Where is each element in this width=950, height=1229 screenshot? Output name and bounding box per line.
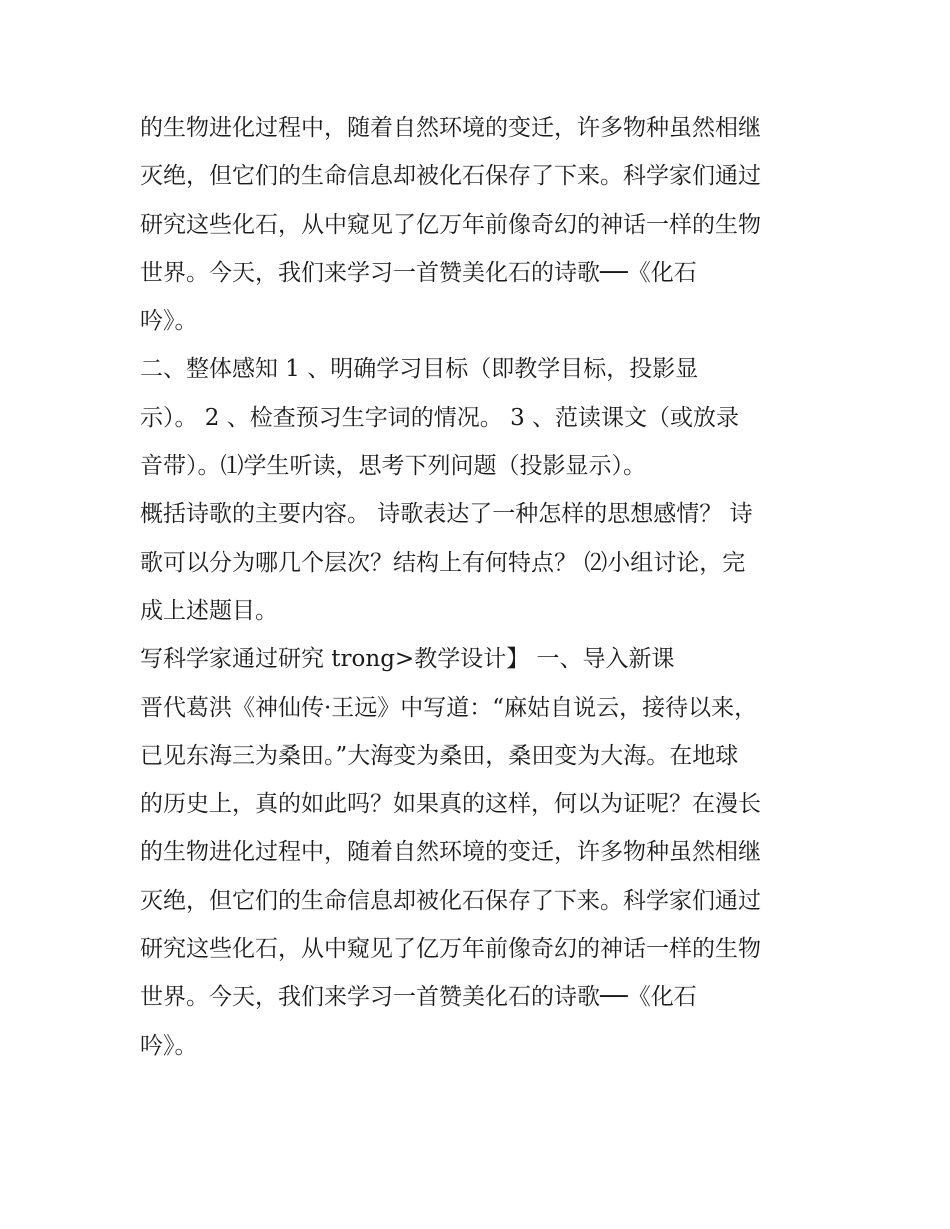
- text-line: 的生物进化过程中，随着自然环境的变迁，许多物种虽然相继: [140, 115, 761, 141]
- text-line: 示）。 2 、检查预习生字词的情况。 3 、范读课文（或放录: [140, 404, 740, 431]
- text-line: 世界。今天，我们来学习一首赞美化石的诗歌──《化石: [140, 259, 697, 286]
- text-line: 世界。今天，我们来学习一首赞美化石的诗歌──《化石: [140, 984, 697, 1011]
- text-line: 二、整体感知 1 、明确学习目标（即教学目标，投影显: [140, 356, 699, 383]
- text-line: 成上述题目。: [140, 597, 278, 624]
- text-line: 灭绝，但它们的生命信息却被化石保存了下来。科学家们通过: [140, 887, 761, 914]
- text-line: 吟》。: [140, 308, 198, 335]
- text-line: 音带）。⑴学生听读，思考下列问题（投影显示）。: [140, 453, 646, 480]
- text-line: 概括诗歌的主要内容。 诗歌表达了一种怎样的思想感情？ 诗: [140, 501, 753, 528]
- text-line: 灭绝，但它们的生命信息却被化石保存了下来。科学家们通过: [140, 163, 761, 190]
- text-line: 已见东海三为桑田。”大海变为桑田，桑田变为大海。在地球: [140, 742, 739, 769]
- text-line: 研究这些化石，从中窥见了亿万年前像奇幻的神话一样的生物: [140, 936, 761, 963]
- document-body: [140, 104, 830, 1070]
- text-line: 晋代葛洪《神仙传·王远》中写道：“麻姑自说云，接待以来，: [140, 694, 758, 721]
- text-line: 的生物进化过程中，随着自然环境的变迁，许多物种虽然相继: [140, 839, 761, 866]
- text-line: 歌可以分为哪几个层次？结构上有何特点？ ⑵小组讨论，完: [140, 549, 746, 576]
- text-line: 研究这些化石，从中窥见了亿万年前像奇幻的神话一样的生物: [140, 211, 761, 238]
- text-line: 写科学家通过研究 trong>教学设计】 一、导入新课: [140, 646, 675, 673]
- text-line: 吟》。: [140, 1032, 198, 1059]
- text-line: 的历史上，真的如此吗？如果真的这样，何以为证呢？在漫长: [140, 791, 761, 818]
